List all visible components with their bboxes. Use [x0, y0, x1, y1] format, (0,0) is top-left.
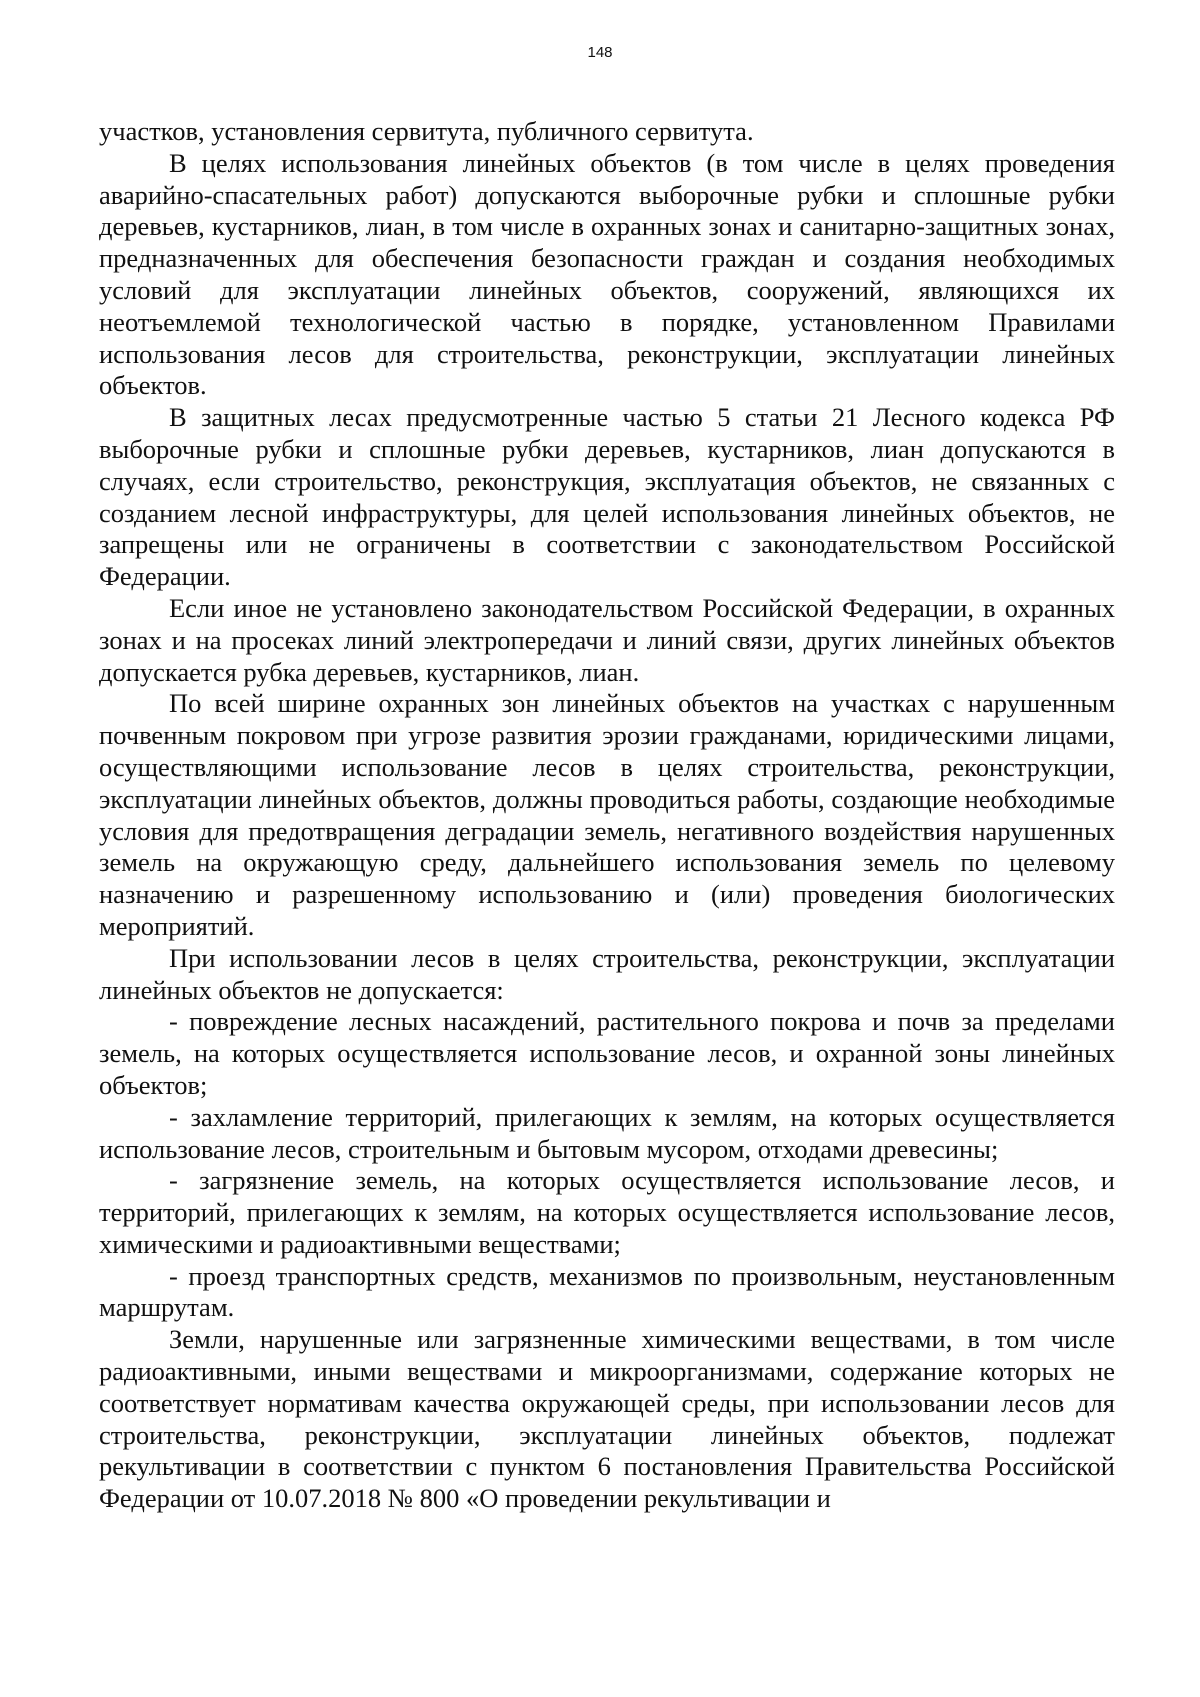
list-item-pollution: - загрязнение земель, на которых осуществляется использование лесов, и территорий, прилегающих к землям, на которых осуществляется использование лесов, химическими и радиоактивными веществами; — [99, 1165, 1115, 1259]
page-number: 148 — [587, 44, 613, 61]
paragraph-protected-zones: Если иное не установлено законодательством Российской Федерации, в охранных зонах и на просеках линий электропередачи и линий связи, других линейных объектов допускается рубка деревьев, кустарников, лиан. — [99, 592, 1115, 687]
paragraph-continuation: участков, установления сервитута, публичного сервитута. — [99, 116, 754, 146]
paragraph-reclamation: Земли, нарушенные или загрязненные химическими веществами, в том числе радиоактивными, иными веществами и микроорганизмами, содержание которых не соответствует нормативам качества окружающей среды, при использовании лесов для строительства, реконструкции, эксплуатации линейных объектов, подлежат рекультивации в соответствии с пунктом 6 постановления Правительства Российской Федерации от 10.07.2018 № 800 «О проведении рекультивации и — [99, 1324, 1115, 1514]
list-item-damage: - повреждение лесных насаждений, растительного покрова и почв за пределами земель, на которых осуществляется использование лесов, и охранной зоны линейных объектов; — [99, 1006, 1115, 1100]
document-body — [99, 116, 1115, 1515]
paragraph-not-allowed-intro: При использовании лесов в целях строительства, реконструкции, эксплуатации линейных объектов не допускается: — [99, 942, 1115, 1005]
paragraph-linear-objects-felling: В целях использования линейных объектов (в том числе в целях проведения аварийно-спасательных работ) допускаются выборочные рубки и сплошные рубки деревьев, кустарников, лиан, в том числе в охранных зонах и санитарно-защитных зонах, предназначенных для обеспечения безопасности граждан и создания необходимых условий для эксплуатации линейных объектов, сооружений, являющихся их неотъемлемой технологической частью в порядке, установленном Правилами использования лесов для строительства, реконструкции, эксплуатации линейных объектов. — [99, 147, 1115, 401]
paragraph-protective-forests: В защитных лесах предусмотренные частью 5 статьи 21 Лесного кодекса РФ выборочные рубки и сплошные рубки деревьев, кустарников, лиан допускаются в случаях, если строительство, реконструкция, эксплуатация объектов, не связанных с созданием лесной инфраструктуры, для целей использования линейных объектов, не запрещены или не ограничены в соответствии с законодательством Российской Федерации. — [99, 402, 1115, 592]
list-item-vehicle-passage: - проезд транспортных средств, механизмов по произвольным, неустановленным маршрутам. — [99, 1260, 1115, 1323]
list-item-littering: - захламление территорий, прилегающих к землям, на которых осуществляется использование лесов, строительным и бытовым мусором, отходами древесины; — [99, 1101, 1115, 1164]
paragraph-erosion-measures: По всей ширине охранных зон линейных объектов на участках с нарушенным почвенным покровом при угрозе развития эрозии гражданами, юридическими лицами, осуществляющими использование лесов в целях строительства, реконструкции, эксплуатации линейных объектов, должны проводиться работы, создающие необходимые условия для предотвращения деградации земель, негативного воздействия нарушенных земель на окружающую среду, дальнейшего использования земель по целевому назначению и разрешенному использованию и (или) проведения биологических мероприятий. — [99, 688, 1115, 941]
